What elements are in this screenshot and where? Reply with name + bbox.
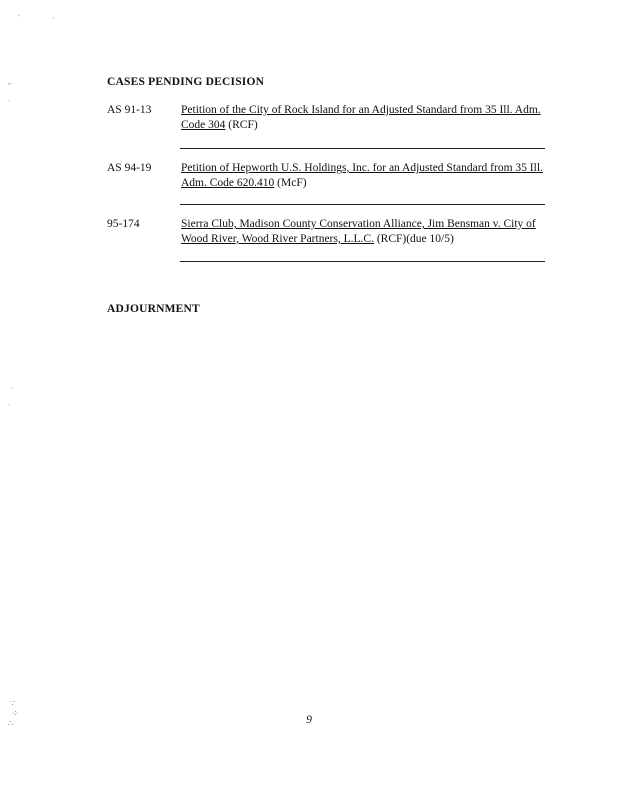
page-number: 9: [306, 714, 312, 726]
case-title: Petition of the City of Rock Island for an Adjusted Standard from 35 Ill. Adm. Code 304: [181, 104, 541, 131]
scan-speck: ·: [52, 14, 55, 23]
scan-speck: `: [8, 99, 11, 108]
scan-speck: ⁘: [12, 709, 19, 718]
case-description: [181, 217, 545, 247]
scan-speck: ∴: [8, 719, 14, 728]
case-description: [181, 161, 545, 191]
scan-speck: ⌐: [8, 79, 13, 88]
signature-rule: [180, 261, 545, 262]
adjournment-heading: ADJOURNMENT: [107, 303, 200, 315]
scan-speck: ′: [18, 13, 20, 22]
scan-speck: ·: [11, 384, 14, 393]
case-number: AS 91-13: [107, 104, 152, 116]
scan-speck: ∵: [10, 699, 16, 708]
case-assignee: (RCF): [228, 119, 258, 131]
signature-rule: [180, 148, 545, 149]
case-number: AS 94-19: [107, 162, 152, 174]
case-description: [181, 103, 545, 133]
case-number: 95-174: [107, 218, 140, 230]
cases-pending-heading: CASES PENDING DECISION: [107, 76, 265, 88]
case-assignee: (RCF)(due 10/5): [376, 233, 454, 245]
case-assignee: (McF): [277, 177, 307, 189]
case-title: Sierra Club, Madison County Conservation Alliance, Jim Bensman v. City of Wood River, Wood River Partners, L.L.C.: [181, 218, 536, 245]
case-title: Petition of Hepworth U.S. Holdings, Inc. for an Adjusted Standard from 35 Ill. Adm. Code 620.410: [181, 162, 543, 189]
signature-rule: [180, 204, 545, 205]
scan-speck: `: [8, 403, 11, 412]
